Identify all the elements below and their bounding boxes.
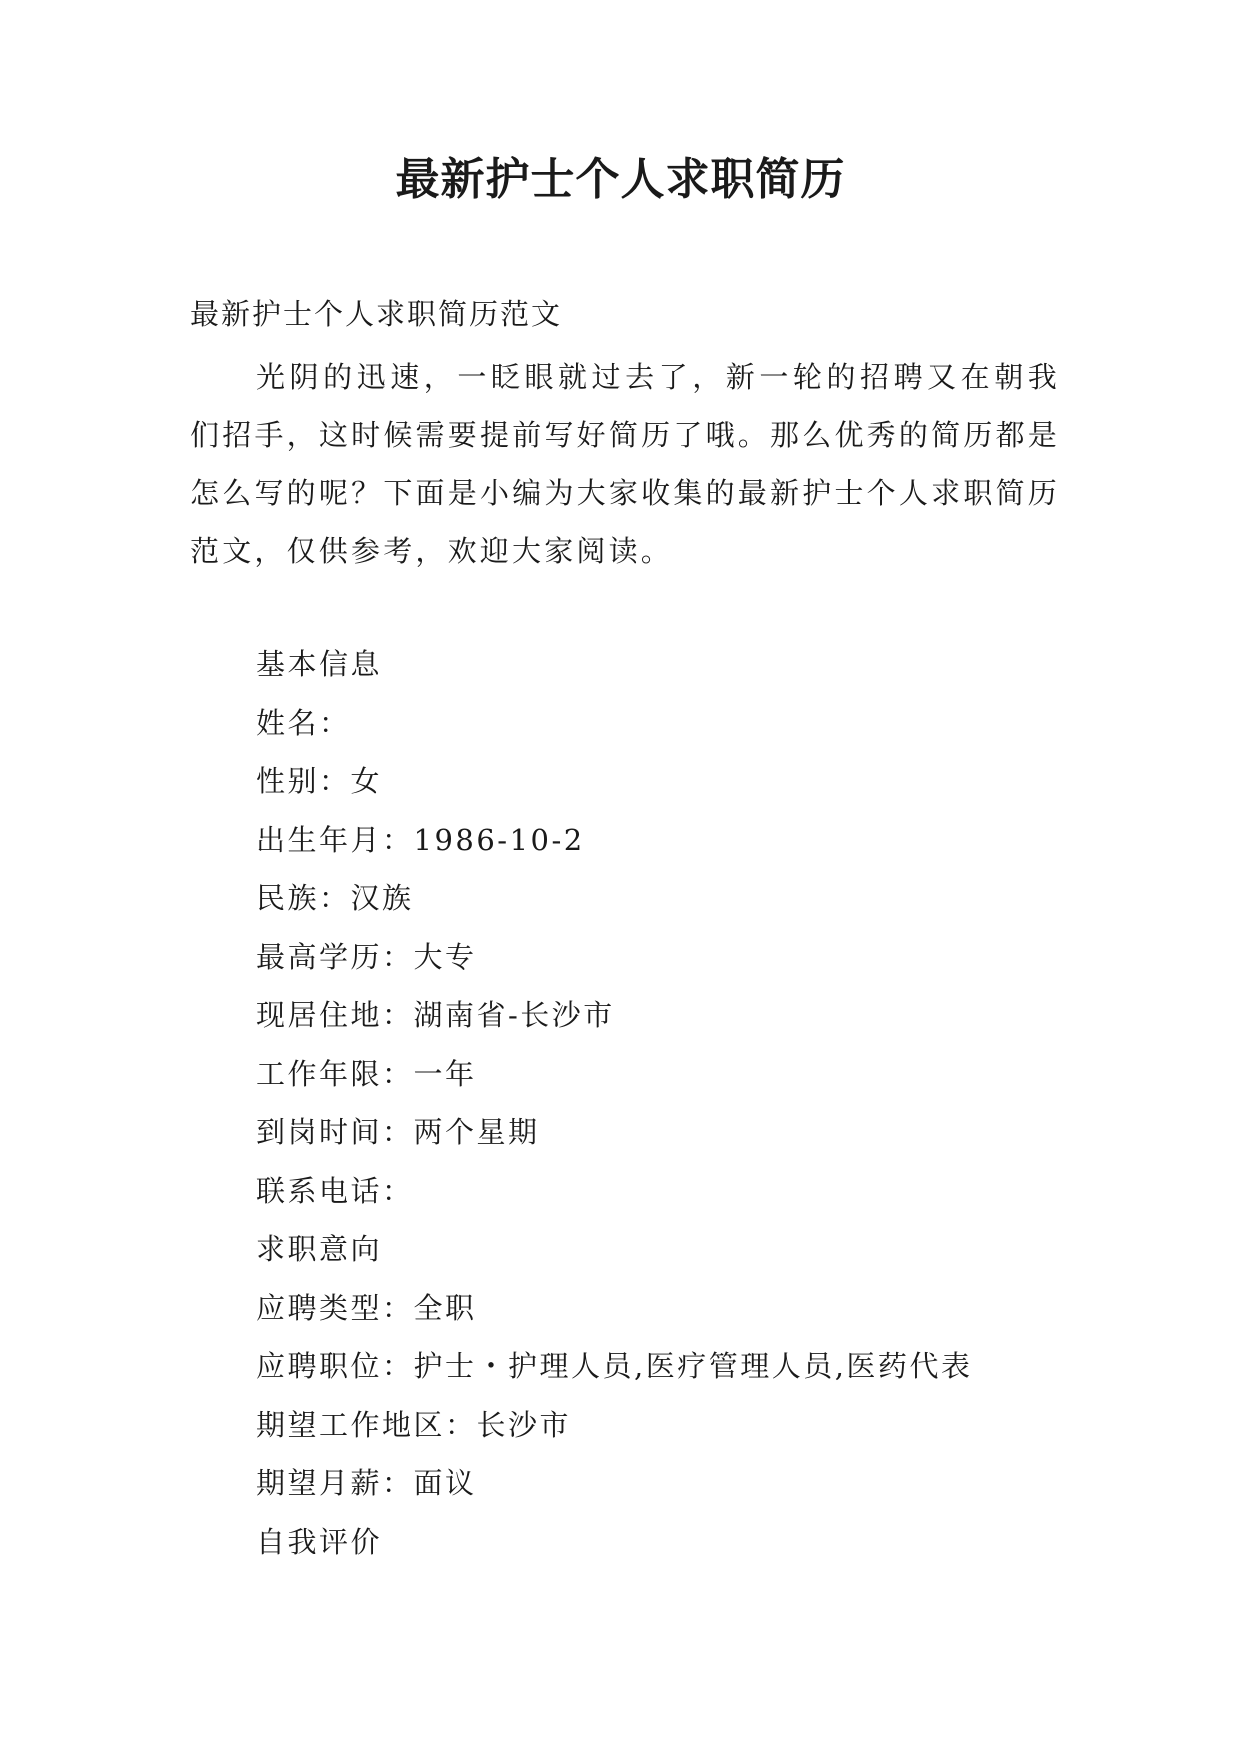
section-heading-basic-info: 基本信息	[256, 647, 383, 681]
intro-paragraph: 光阴的迅速，一眨眼就过去了，新一轮的招聘又在朝我们招手，这时候需要提前写好简历了哦。那么优秀的简历都是怎么写的呢？下面是小编为大家收集的最新护士个人求职简历范文，仅供参考，欢迎大家阅读。	[190, 360, 1060, 568]
document-title: 最新护士个人求职简历	[395, 154, 846, 205]
info-line-name: 姓名：	[256, 705, 351, 740]
info-line-salary: 期望月薪：面议	[256, 1466, 477, 1500]
section-heading-job-intent: 求职意向	[256, 1232, 383, 1266]
info-line-job-type: 应聘类型：全职	[256, 1290, 477, 1325]
info-line-work-years: 工作年限：一年	[256, 1056, 477, 1091]
info-line-phone: 联系电话：	[256, 1173, 414, 1208]
section-heading-self-evaluation: 自我评价	[256, 1524, 383, 1559]
resume-info-list	[256, 644, 972, 1580]
info-line-work-area: 期望工作地区：长沙市	[256, 1407, 572, 1442]
document-subtitle: 最新护士个人求职简历范文	[190, 297, 563, 331]
info-line-residence: 现居住地：湖南省-长沙市	[256, 998, 615, 1032]
info-line-ethnicity: 民族：汉族	[256, 881, 414, 915]
info-line-education: 最高学历：大专	[256, 939, 477, 974]
info-line-birth-date: 出生年月：1986-10-2	[256, 822, 585, 857]
info-line-availability: 到岗时间：两个星期	[256, 1115, 540, 1149]
info-line-positions: 应聘职位：护士・护理人员,医疗管理人员,医药代表	[256, 1349, 973, 1383]
info-line-gender: 性别：女	[256, 764, 383, 798]
